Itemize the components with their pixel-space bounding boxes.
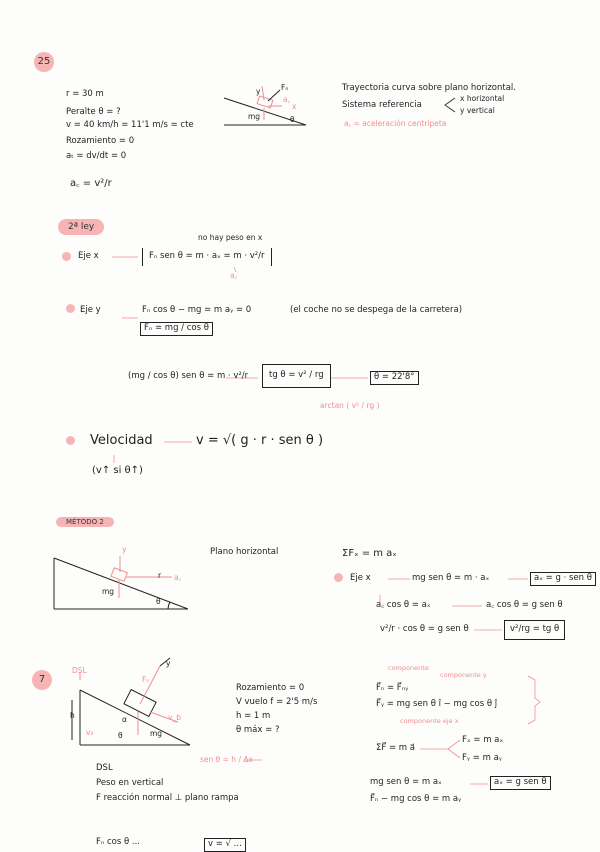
theta-result: θ = 22'8° bbox=[370, 371, 419, 385]
s7-eq1: mg sen θ = m aₓ bbox=[370, 777, 442, 787]
bullet-dot bbox=[334, 573, 343, 582]
m2-result-1: aₓ = g · sen θ bbox=[530, 572, 596, 586]
s7-sen-relation: sen θ = h / Δx bbox=[200, 755, 253, 764]
m2-eq2: a꜀ cos θ = aₓ bbox=[376, 600, 431, 610]
fig25-fn-label: Fₙ bbox=[281, 83, 289, 92]
velocity-equation: v = √( g · r · sen θ ) bbox=[196, 433, 324, 448]
fig7-vo: v₀ bbox=[86, 728, 94, 737]
s7-given-2: h = 1 m bbox=[236, 711, 271, 721]
s7-given-0: Rozamiento = 0 bbox=[236, 683, 305, 693]
s7-dsl-weight: Peso en vertical bbox=[96, 778, 164, 788]
tangent-equation: tg θ = v² / rg bbox=[262, 364, 331, 388]
m2-fig-r: r bbox=[158, 571, 162, 580]
s7-fx: Fₓ = m aₓ bbox=[462, 735, 504, 745]
s7-eq2: F⃗ₙ − mg cos θ = m aᵧ bbox=[370, 794, 462, 804]
incline-figure-m2 bbox=[54, 556, 188, 609]
fig7-theta: θ bbox=[118, 731, 123, 740]
eje-x-equation: Fₙ sen θ = m · aₓ = m · v²/r bbox=[142, 248, 272, 266]
m2-fig-mg: mg bbox=[102, 587, 115, 596]
s7-component-note-2: componente y bbox=[440, 671, 487, 679]
centripetal-acceleration: a꜀ = v²/r bbox=[70, 178, 112, 189]
section-title-2a-ley: 2ª ley bbox=[58, 219, 104, 235]
annotation-ac: a꜀ bbox=[230, 271, 238, 280]
given-peralte: Peralte θ = ? bbox=[66, 107, 121, 117]
m2-eq4: v²/r · cos θ = g sen θ bbox=[380, 624, 469, 634]
trajectory-line-1: Trayectoria curva sobre plano horizontal. bbox=[342, 83, 516, 93]
normal-force-result: Fₙ = mg / cos θ bbox=[140, 322, 213, 336]
s7-vector-weight: F⃗ᵧ = mg sen θ î − mg cos θ ĵ bbox=[376, 699, 498, 709]
bullet-dot bbox=[66, 304, 75, 313]
annotation-no-weight-x: no hay peso en x bbox=[198, 233, 263, 242]
given-radius: r = 30 m bbox=[66, 89, 104, 99]
problem-number-badge: 7 bbox=[32, 670, 52, 690]
m2-fig-ac: a꜀ bbox=[174, 573, 182, 582]
s7-given-1: V vuelo f = 2'5 m/s bbox=[236, 697, 318, 707]
axis-x-note: x horizontal bbox=[460, 94, 505, 103]
s7-result-1: aₓ = g sen θ bbox=[490, 776, 551, 790]
s7-bottom-line: Fₙ cos θ ... bbox=[96, 837, 140, 847]
m2-fig-y: y bbox=[122, 545, 127, 554]
given-velocity: v = 40 km/h = 11'1 m/s = cte bbox=[66, 120, 194, 130]
s7-given-3: θ máx = ? bbox=[236, 725, 280, 735]
m2-eje-x: Eje x bbox=[350, 573, 371, 583]
fig7-mg: mg bbox=[150, 729, 163, 738]
velocity-note: (v↑ si θ↑) bbox=[92, 465, 143, 476]
fig7-vb: v_b bbox=[168, 713, 181, 722]
s7-dsl-normal: F reacción normal ⊥ plano rampa bbox=[96, 793, 239, 803]
velocity-label: Velocidad bbox=[90, 433, 153, 448]
fig7-y: y bbox=[166, 659, 171, 668]
m2-eq3: a꜀ cos θ = g sen θ bbox=[486, 600, 563, 610]
s7-vector-fn: F⃗ₙ = F⃗ₙᵧ bbox=[376, 683, 409, 693]
fig7-h: h bbox=[70, 711, 75, 720]
tangential-acceleration: aₜ = dv/dt = 0 bbox=[66, 151, 127, 161]
s7-component-note-3: componente eje x bbox=[400, 717, 459, 725]
given-friction: Rozamiento = 0 bbox=[66, 136, 135, 146]
s7-dsl-title: DSL bbox=[96, 763, 113, 773]
m2-fig-theta: θ bbox=[156, 597, 161, 606]
bullet-dot bbox=[62, 252, 71, 261]
problem-number-badge: 25 bbox=[34, 52, 54, 72]
s7-bottom-box: v = √ ... bbox=[204, 838, 246, 852]
fig7-fn: Fₙ bbox=[142, 675, 150, 684]
axis-y-note: y vertical bbox=[460, 106, 495, 115]
m2-result-2: v²/rg = tg θ bbox=[504, 620, 565, 640]
m2-plane-label: Plano horizontal bbox=[210, 547, 279, 557]
eje-y-label: Eje y bbox=[80, 305, 101, 315]
arctan-note: arctan ( v² / rg ) bbox=[320, 401, 380, 410]
fig7-dsl: DSL bbox=[72, 666, 87, 675]
fig25-y-label: y bbox=[256, 87, 261, 96]
eje-y-note: (el coche no se despega de la carretera) bbox=[290, 305, 463, 315]
s7-fy: Fᵧ = m aᵧ bbox=[462, 753, 502, 763]
centripetal-note: a꜀ = aceleración centrípeta bbox=[344, 119, 447, 128]
fig25-mg-label: mg bbox=[248, 112, 261, 121]
fig7-alpha: α bbox=[122, 715, 127, 724]
s7-sum-forces: ΣF⃗ = m a⃗ bbox=[376, 743, 415, 753]
s7-component-note-1: componente bbox=[388, 664, 429, 672]
trajectory-line-2: Sistema referencia bbox=[342, 100, 422, 110]
fig25-ac-label: a꜀ bbox=[283, 95, 291, 104]
eje-x-label: Eje x bbox=[78, 251, 99, 261]
fig25-x-label: x bbox=[292, 102, 297, 111]
combined-equation: (mg / cos θ) sen θ = m · v²/r bbox=[128, 371, 249, 381]
section-title-metodo-2: MÉTODO 2 bbox=[56, 517, 114, 527]
bullet-dot bbox=[66, 436, 75, 445]
m2-sum-forces: ΣFₓ = m aₓ bbox=[342, 548, 397, 559]
m2-eq1: mg sen θ = m · aₓ bbox=[412, 573, 490, 583]
fig25-theta-label: θ bbox=[290, 115, 295, 124]
eje-y-equation: Fₙ cos θ − mg = m aᵧ = 0 bbox=[142, 305, 252, 315]
